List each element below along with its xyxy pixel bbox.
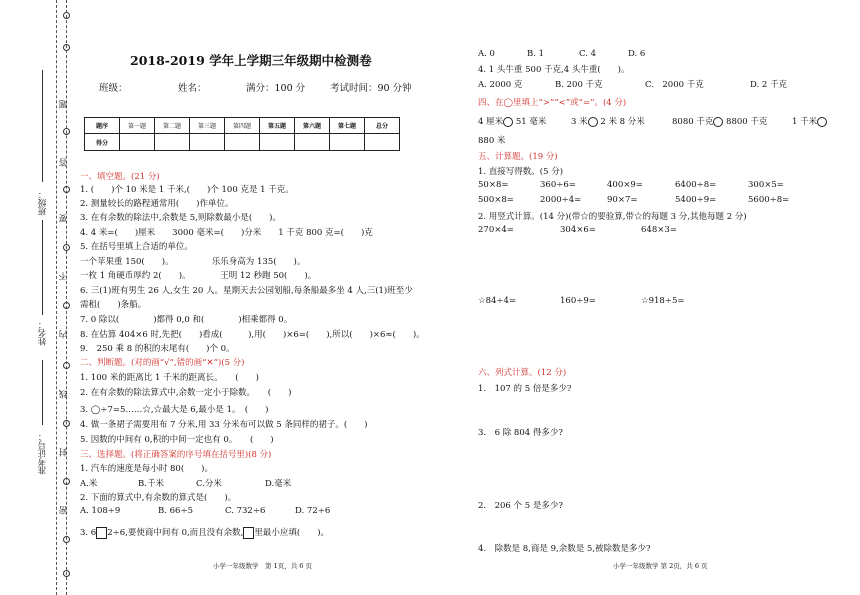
option: B.千米 [138, 479, 164, 489]
seal-char: 题 [59, 100, 69, 109]
question-line: 9. 250 乘 8 的积的末尾有( )个 0。 [80, 344, 235, 354]
seal-char: 要 [59, 214, 69, 223]
calc-item: 5400÷9= [675, 195, 717, 205]
seal-char: 密 [59, 506, 69, 515]
table-header-cell: 第三题 [190, 118, 225, 134]
compare-left: 1 千米 [792, 117, 818, 127]
name-underline [42, 220, 43, 315]
score-cell[interactable] [155, 134, 190, 151]
option: D. 6 [628, 49, 646, 59]
table-header-cell: 第二题 [155, 118, 190, 134]
compare-circle-icon[interactable] [713, 117, 723, 127]
question-line: 6. 三(1)班有男生 26 人,女生 20 人。星期天去公园划船,每条船最多坐 4 人,三(1)班至少 [80, 286, 413, 296]
question-line: 一个苹果重 150( )。 乐乐身高为 135( )。 [80, 257, 306, 267]
binding-hole-icon [63, 128, 70, 135]
option: B. 200 千克 [555, 80, 603, 90]
option: D.毫米 [265, 479, 292, 489]
question-line: 一枚 1 角硬币厚约 2( )。 王明 12 秒跑 50( )。 [80, 271, 317, 281]
table-header-cell: 第四题 [225, 118, 260, 134]
option: C.分米 [196, 479, 222, 489]
table-header-cell: 总分 [365, 118, 400, 134]
compare-item [792, 115, 827, 127]
compare-right: 880 米 [478, 136, 506, 146]
question-line: 2. 在有余数的除法算式中,余数一定小于除数。 ( ) [80, 388, 292, 398]
option: D. 2 千克 [750, 80, 788, 90]
calc-item: 5600÷8= [748, 195, 790, 205]
compare-circle-icon[interactable] [588, 117, 598, 127]
question-line: 4. 1 头牛重 500 千克,4 头牛重( )。 [478, 65, 630, 75]
compare-circle-icon[interactable] [817, 117, 827, 127]
binding-hole-icon [63, 362, 70, 369]
page-footer: 小学一年级数学 第 1页，共 6 页 [213, 562, 312, 570]
question-text: 2÷6,要使商中间有 0,而且没有余数, [107, 528, 244, 538]
seal-char: 答 [59, 158, 69, 167]
calc-item: 400×9= [607, 180, 643, 190]
section-3-title: 三、选择题。(将正确答案的序号填在括号里)(8 分) [80, 450, 272, 460]
binding-hole-icon [63, 12, 70, 19]
score-cell[interactable] [120, 134, 155, 151]
section-6-title: 六、列式计算。(12 分) [478, 368, 567, 378]
seal-char: 不 [59, 272, 69, 281]
option: D. 72÷6 [295, 506, 331, 516]
calc-item: 360÷6= [540, 180, 576, 190]
table-header-cell: 第一题 [120, 118, 155, 134]
binding-strip [0, 0, 74, 595]
calc-item: 270×4= [478, 225, 514, 235]
table-header-cell: 第七题 [330, 118, 365, 134]
blank-box-icon [243, 527, 254, 539]
page-footer: 小学一年级数学 第 2页，共 6 页 [613, 562, 708, 570]
question-line [80, 526, 329, 539]
calc-item: 300×5= [748, 180, 784, 190]
calc-item: ☆84÷4= [478, 296, 517, 306]
section-2-title: 二、判断题。(对的画“√”,错的画“✕”)(5 分) [80, 358, 245, 368]
compare-left: 4 厘米 [478, 117, 504, 127]
question-line: 3. 在有余数的除法中,余数是 5,则除数最小是( )。 [80, 213, 281, 223]
compare-item [672, 115, 767, 127]
seal-char: 线 [59, 390, 69, 399]
compare-right: 2 米 8 分米 [600, 117, 645, 127]
compare-right: 8800 千克 [726, 117, 768, 127]
calc-item: 2000÷4= [540, 195, 582, 205]
class-field: 班级： [99, 83, 128, 94]
question-line: 8. 在估算 404×6 时,先把( )看成( ),用( )×6=( ),所以( )×6≈( )。 [80, 330, 425, 340]
seal-char: 封 [59, 448, 69, 457]
score-table-header-row [85, 118, 400, 134]
score-cell[interactable] [260, 134, 295, 151]
table-header-cell: 第五题 [260, 118, 295, 134]
calc-item: 160÷9= [560, 296, 596, 306]
class-underline [42, 70, 43, 182]
calc-item: ☆918÷5= [641, 296, 685, 306]
score-cell[interactable] [225, 134, 260, 151]
seal-char: 内 [59, 330, 69, 339]
binding-hole-icon [63, 44, 70, 51]
compare-left: 3 米 [571, 117, 588, 127]
binding-hole-icon [63, 420, 70, 427]
compare-left: 8080 千克 [672, 117, 714, 127]
score-cell[interactable] [295, 134, 330, 151]
compare-item [478, 115, 546, 127]
question-line: 1. 107 的 5 倍是多少? [478, 384, 572, 394]
binding-hole-icon [63, 244, 70, 251]
calc-item: 6400÷8= [675, 180, 717, 190]
question-line: 5. 在括号里填上合适的单位。 [80, 242, 193, 252]
blank-box-icon [96, 527, 107, 539]
question-line: 2. 206 个 5 是多少? [478, 501, 563, 511]
option: A. 0 [478, 49, 495, 59]
score-cell[interactable] [330, 134, 365, 151]
question-text: 里最小应填( )。 [254, 528, 330, 538]
score-table [84, 117, 400, 151]
option: B. 66÷5 [158, 506, 193, 516]
calc-item: 648×3= [641, 225, 677, 235]
question-line: 3. 6 除 804 得多少? [478, 428, 563, 438]
binding-hole-icon [63, 570, 70, 577]
compare-right: 51 毫米 [515, 117, 547, 127]
class-label: 班级： [38, 190, 48, 216]
question-line: 4. 4 米=( )厘米 3000 毫米=( )分米 1 千克 800 克=( )克 [80, 228, 373, 238]
compare-item [571, 115, 645, 127]
question-line: 5. 因数的中间有 0,积的中间一定也有 0。 ( ) [80, 435, 274, 445]
full-score: 满分：100 分 [246, 83, 306, 94]
question-line: 4. 除数是 8,商是 9,余数是 5,被除数是多少? [478, 544, 651, 554]
option: A. 108÷9 [80, 506, 121, 516]
calc-item: 50×8= [478, 180, 509, 190]
score-cell[interactable] [365, 134, 400, 151]
score-cell[interactable] [190, 134, 225, 151]
exam-id-label: 准考证号： [38, 432, 48, 475]
exam-id-underline [42, 360, 43, 425]
section-5-title: 五、计算题。(19 分) [478, 152, 558, 162]
option: B. 1 [527, 49, 545, 59]
question-line: 需租( )条船。 [80, 300, 147, 310]
name-field: 姓名： [178, 83, 207, 94]
score-row-label: 得分 [85, 134, 120, 151]
score-table-row [85, 134, 400, 151]
binding-hole-icon [63, 536, 70, 543]
binding-hole-icon [63, 186, 70, 193]
question-line: 1. 100 米的距离比 1 千米的距离长。 ( ) [80, 373, 259, 383]
section-1-title: 一、填空题。(21 分) [80, 172, 160, 182]
calc-item: 500×8= [478, 195, 514, 205]
binding-hole-icon [63, 302, 70, 309]
table-header-cell: 题序 [85, 118, 120, 134]
option: C. 2000 千克 [645, 80, 704, 90]
option: C. 4 [579, 49, 597, 59]
exam-time: 考试时间：90 分钟 [330, 83, 412, 94]
table-header-cell: 第六题 [295, 118, 330, 134]
question-text: 3. 6 [80, 528, 97, 538]
subsection-title: 2. 用竖式计算。(14 分)(带☆的要验算,带☆的每题 3 分,其他每题 2 分) [478, 212, 747, 222]
calc-item: 304×6= [560, 225, 596, 235]
option: A.米 [80, 479, 98, 489]
section-4-title: 四、在◯里填上“>”“<”或“=”。(4 分) [478, 98, 627, 108]
question-line: 1. 汽车的速度是每小时 80( )。 [80, 464, 213, 474]
name-label: 姓名： [38, 320, 48, 346]
question-line: 3. ◯÷7=5……☆,☆最大是 6,最小是 1。 ( ) [80, 405, 269, 415]
calc-item: 90×7= [607, 195, 638, 205]
option: C. 732÷6 [225, 506, 266, 516]
subsection-title: 1. 直接写得数。(5 分) [478, 167, 564, 177]
exam-title: 2018-2019 学年上学期三年级期中检测卷 [130, 53, 372, 68]
binding-hole-icon [63, 478, 70, 485]
question-line: 2. 下面的算式中,有余数的算式是( )。 [80, 493, 237, 503]
option: A. 2000 克 [478, 80, 523, 90]
question-line: 1. ( )个 10 米是 1 千米,( )个 100 克是 1 千克。 [80, 185, 294, 195]
seal-line-outer [56, 0, 57, 595]
question-line: 7. 0 除以( )都得 0,0 和( )相乘都得 0。 [80, 315, 293, 325]
question-line: 2. 测量较长的路程通常用( )作单位。 [80, 199, 234, 209]
question-line: 4. 做一条裙子需要用布 7 分米,用 33 分米布可以做 5 条同样的裙子。( ) [80, 420, 368, 430]
compare-circle-icon[interactable] [503, 117, 513, 127]
